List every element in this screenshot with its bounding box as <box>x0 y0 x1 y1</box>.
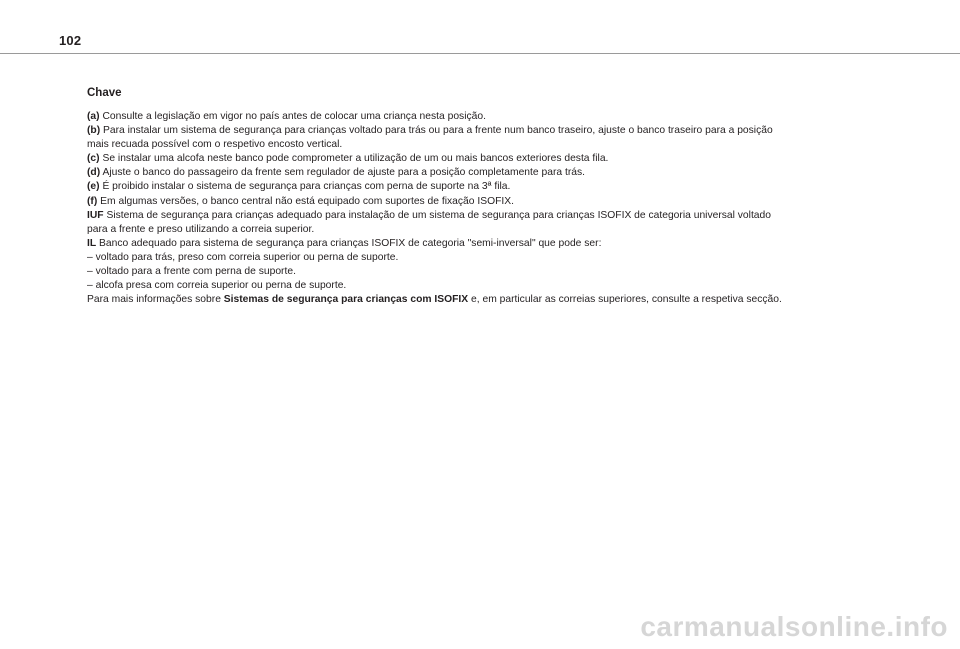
list-item <box>87 166 897 180</box>
item-text: Para instalar um sistema de segurança para crianças voltado para trás ou para a frente num banco traseiro, ajuste o banco traseiro para a posição <box>100 125 773 137</box>
list-item <box>87 237 897 251</box>
list-item <box>87 279 897 293</box>
list-item <box>87 265 897 279</box>
item-text: Consulte a legislação em vigor no país antes de colocar uma criança nesta posição. <box>99 111 486 122</box>
list-item <box>87 124 897 138</box>
item-key: (b) <box>87 125 101 137</box>
reference-line <box>87 293 897 307</box>
reference-prefix: Para mais informações sobre <box>87 294 224 306</box>
list-item <box>87 180 897 194</box>
list-item <box>87 138 897 152</box>
item-key: IUF <box>87 209 104 221</box>
item-key: IL <box>87 237 97 249</box>
item-text: Em algumas versões, o banco central não está equipado com suportes de fixação ISOFIX. <box>97 195 514 207</box>
item-key: (d) <box>87 167 101 179</box>
item-text: – voltado para a frente com perna de suporte. <box>87 266 296 278</box>
item-key: (e) <box>87 181 100 193</box>
item-text: Ajuste o banco do passageiro da frente sem regulador de ajuste para a posição completamente para trás. <box>100 167 585 179</box>
section-title: Chave <box>87 87 122 99</box>
watermark: carmanualsonline.info <box>640 611 948 642</box>
item-key: (c) <box>87 153 100 165</box>
item-key: (a) <box>87 111 100 122</box>
key-list <box>87 110 897 307</box>
reference-suffix: e, em particular as correias superiores, consulte a respetiva secção. <box>468 294 782 306</box>
item-key: (f) <box>87 195 98 207</box>
item-text: Sistema de segurança para crianças adequado para instalação de um sistema de segurança para crianças ISOFIX de categoria universal voltado <box>103 209 771 221</box>
page-number: 102 <box>59 33 82 48</box>
reference-link-text: Sistemas de segurança para crianças com ISOFIX <box>223 294 469 306</box>
list-item <box>87 110 897 124</box>
item-text: Se instalar uma alcofa neste banco pode comprometer a utilização de um ou mais bancos exteriores desta fila. <box>99 153 609 165</box>
list-item <box>87 209 897 223</box>
header-divider <box>0 53 960 54</box>
item-text: – alcofa presa com correia superior ou perna de suporte. <box>87 280 347 292</box>
list-item <box>87 223 897 237</box>
item-text: para a frente e preso utilizando a correia superior. <box>87 223 315 235</box>
item-text: É proibido instalar o sistema de segurança para crianças com perna de suporte na 3ª fila. <box>99 181 511 193</box>
item-text: – voltado para trás, preso com correia superior ou perna de suporte. <box>87 251 399 263</box>
item-text: mais recuada possível com o respetivo encosto vertical. <box>87 139 343 151</box>
list-item <box>87 152 897 166</box>
item-text: Banco adequado para sistema de segurança para crianças ISOFIX de categoria "semi-inversal" que pode ser: <box>96 237 602 249</box>
list-item <box>87 195 897 209</box>
document-body <box>87 86 897 307</box>
list-item <box>87 251 897 265</box>
